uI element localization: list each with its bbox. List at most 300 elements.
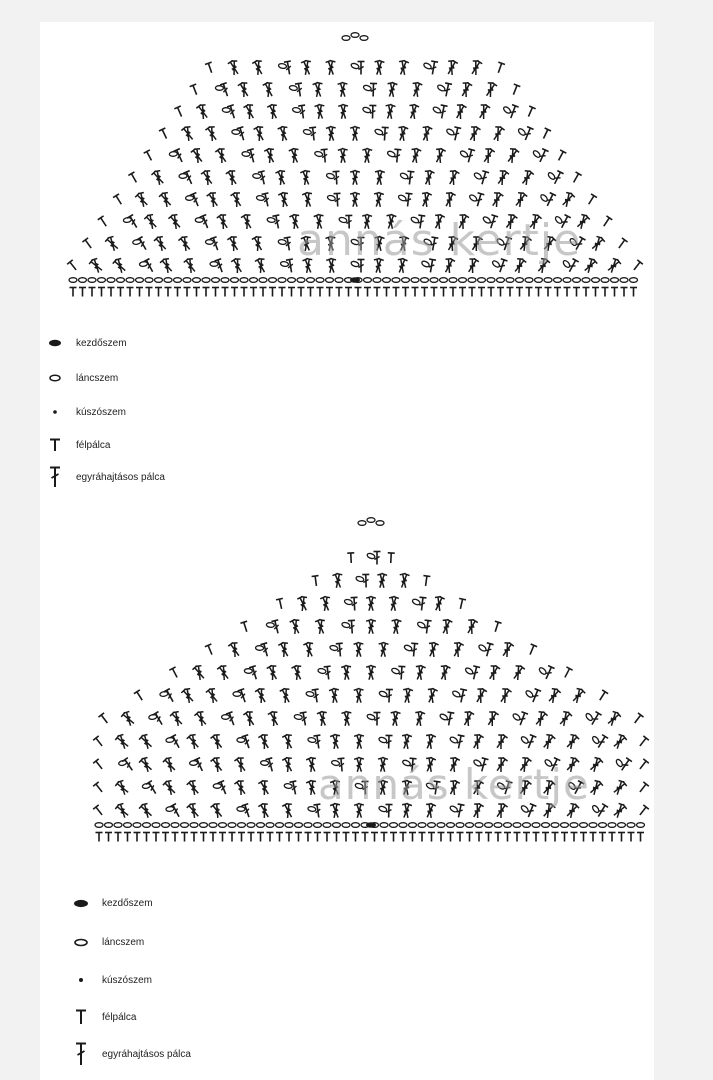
chain-stitch xyxy=(620,278,628,283)
v-stitch-group xyxy=(104,235,120,253)
v-stitch-group xyxy=(459,81,472,98)
v-stitch-group xyxy=(491,125,505,143)
v-stitch-group xyxy=(326,126,337,142)
half-double-crochet-stitch xyxy=(93,805,105,817)
chain-stitch xyxy=(475,823,483,828)
v-stitch-group xyxy=(451,642,464,659)
v-stitch-group xyxy=(377,573,387,588)
half-double-crochet-stitch xyxy=(314,833,321,842)
chain-stitch xyxy=(532,823,540,828)
chain-stitch xyxy=(364,278,372,283)
chain-stitch xyxy=(409,823,417,828)
half-double-crochet-stitch xyxy=(79,288,86,297)
v-stitch-group xyxy=(183,257,198,275)
v-stitch-group xyxy=(314,104,325,120)
v-stitch-group xyxy=(487,664,501,681)
chain-stitch xyxy=(380,823,388,828)
v-stitch-group xyxy=(210,756,225,774)
half-double-crochet-stitch xyxy=(333,833,340,842)
v-stitch-group xyxy=(234,756,248,773)
chain-stitch xyxy=(390,823,398,828)
chain-stitch xyxy=(323,823,331,828)
half-double-crochet-stitch xyxy=(347,553,354,563)
chain-stitch xyxy=(366,713,375,720)
half-double-crochet-stitch xyxy=(516,288,523,297)
v-stitch-group xyxy=(168,213,183,231)
double-crochet-stitch xyxy=(537,149,549,164)
half-double-crochet-stitch xyxy=(190,84,200,96)
chain-stitch xyxy=(561,823,569,828)
v-stitch-group xyxy=(196,103,211,121)
chain-stitch xyxy=(418,823,426,828)
half-double-crochet-stitch xyxy=(89,288,96,297)
v-stitch-group xyxy=(410,148,422,164)
v-stitch-group xyxy=(158,191,173,209)
half-double-crochet-stitch xyxy=(355,288,362,297)
chain-stitch xyxy=(421,278,429,283)
v-stitch-group xyxy=(215,147,229,164)
chain-stitch xyxy=(497,278,505,283)
v-stitch-group xyxy=(205,687,220,705)
v-stitch-group xyxy=(282,803,295,820)
chain-stitch xyxy=(304,823,312,828)
half-double-crochet-stitch xyxy=(174,288,181,297)
double-crochet-stitch xyxy=(543,666,555,681)
v-stitch-group xyxy=(471,733,484,750)
half-double-crochet-stitch xyxy=(165,288,172,297)
v-stitch-group xyxy=(230,191,244,208)
half-double-crochet-stitch xyxy=(193,288,200,297)
double-crochet-stitch xyxy=(483,643,493,657)
chain-stitch xyxy=(326,173,335,180)
half-double-crochet-stitch xyxy=(276,598,285,609)
double-crochet-stitch xyxy=(589,712,602,727)
v-stitch-group xyxy=(386,82,397,98)
legend-label: kezdőszem xyxy=(76,337,127,349)
half-double-crochet-stitch xyxy=(554,288,561,297)
half-double-crochet-stitch xyxy=(602,288,609,297)
v-stitch-group xyxy=(484,81,498,98)
v-stitch-group xyxy=(366,619,376,634)
v-stitch-group xyxy=(397,126,408,142)
half-double-crochet-stitch xyxy=(631,260,643,272)
v-stitch-group xyxy=(312,82,323,98)
v-stitch-group xyxy=(440,619,452,636)
chain-stitch xyxy=(466,823,474,828)
half-double-crochet-stitch xyxy=(267,833,274,842)
v-stitch-group xyxy=(390,711,401,727)
watermark-1: annás kertje xyxy=(297,215,582,266)
v-stitch-group xyxy=(341,665,352,681)
v-stitch-group xyxy=(217,664,232,682)
chain-stitch xyxy=(437,823,445,828)
half-double-crochet-stitch xyxy=(229,833,236,842)
half-double-crochet-stitch xyxy=(628,833,635,842)
chain-stitch xyxy=(379,690,388,697)
half-double-crochet-stitch xyxy=(523,833,530,842)
half-double-crochet-stitch xyxy=(561,833,568,842)
chain-stitch xyxy=(504,823,512,828)
legend-item-felpalca xyxy=(42,428,165,462)
legend-label: kúszószem xyxy=(76,406,127,418)
chain-stitch xyxy=(162,823,170,828)
half-double-crochet-stitch xyxy=(564,288,571,297)
watermark-2: annás kertje xyxy=(318,760,590,809)
chain-stitch xyxy=(202,278,210,283)
v-stitch-group xyxy=(114,802,131,820)
chain-stitch xyxy=(266,823,274,828)
felpalca-icon xyxy=(42,438,68,452)
v-stitch-group xyxy=(485,710,499,727)
half-double-crochet-stitch xyxy=(431,288,438,297)
chain-stitch xyxy=(627,823,635,828)
chain-stitch xyxy=(250,278,258,283)
v-stitch-group xyxy=(181,125,196,143)
half-double-crochet-stitch xyxy=(571,172,582,184)
chain-stitch xyxy=(221,278,229,283)
v-stitch-group xyxy=(401,734,412,750)
chain-stitch xyxy=(210,262,218,267)
chain-stitch xyxy=(478,278,486,283)
chain-stitch xyxy=(487,278,495,283)
v-stitch-group xyxy=(243,103,256,120)
v-stitch-group xyxy=(138,756,154,774)
v-stitch-group xyxy=(374,60,385,76)
half-double-crochet-stitch xyxy=(169,667,180,679)
half-double-crochet-stitch xyxy=(93,782,105,794)
half-double-crochet-stitch xyxy=(504,833,511,842)
v-stitch-group xyxy=(186,779,201,797)
chain-stitch xyxy=(630,278,638,283)
chain-stitch xyxy=(366,552,375,559)
v-stitch-group xyxy=(495,169,509,187)
half-double-crochet-stitch xyxy=(618,833,625,842)
double-crochet-stitch xyxy=(595,735,608,750)
v-stitch-group xyxy=(88,257,105,275)
v-stitch-group xyxy=(138,733,154,751)
legend-label: félpálca xyxy=(76,439,111,451)
chain-stitch xyxy=(190,823,198,828)
v-stitch-group xyxy=(500,641,514,659)
double-crochet-stitch xyxy=(458,689,468,703)
v-stitch-group xyxy=(144,213,160,231)
v-stitch-group xyxy=(258,802,271,819)
chain-stitch xyxy=(582,278,590,283)
chain-stitch xyxy=(259,278,267,283)
v-stitch-group xyxy=(243,710,257,727)
half-double-crochet-stitch xyxy=(507,288,514,297)
chain-stitch xyxy=(297,278,305,283)
v-stitch-group xyxy=(433,148,446,165)
chain-stitch xyxy=(117,278,125,283)
v-stitch-group xyxy=(469,59,483,76)
v-stitch-group xyxy=(388,596,399,612)
v-stitch-group xyxy=(447,170,460,187)
v-stitch-group xyxy=(279,688,292,705)
half-double-crochet-stitch xyxy=(276,833,283,842)
half-double-crochet-stitch xyxy=(632,713,644,725)
chain-stitch xyxy=(392,278,400,283)
chain-stitch xyxy=(314,823,322,828)
half-double-crochet-stitch xyxy=(542,833,549,842)
kezdoszem-icon xyxy=(42,339,68,347)
double-crochet-stitch xyxy=(451,127,461,141)
half-double-crochet-stitch xyxy=(174,106,184,118)
chain-stitch xyxy=(278,63,287,69)
egyrahajtasos-palca-icon xyxy=(42,466,68,488)
chain-stitch xyxy=(335,278,343,283)
v-stitch-group xyxy=(120,710,137,728)
half-double-crochet-stitch xyxy=(250,288,257,297)
v-stitch-group xyxy=(186,733,201,751)
half-double-crochet-stitch xyxy=(336,288,343,297)
v-stitch-group xyxy=(266,664,279,681)
half-double-crochet-stitch xyxy=(345,288,352,297)
chain-stitch xyxy=(257,823,265,828)
v-stitch-group xyxy=(134,191,150,209)
chain-stitch xyxy=(362,106,371,113)
v-stitch-group xyxy=(391,619,402,635)
chain-stitch xyxy=(219,823,227,828)
chain-stitch xyxy=(547,172,556,181)
v-stitch-group xyxy=(353,642,363,657)
chain-stitch xyxy=(255,645,263,650)
half-double-crochet-stitch xyxy=(387,553,394,563)
chain-stitch xyxy=(591,804,600,813)
half-double-crochet-stitch xyxy=(609,833,616,842)
half-double-crochet-stitch xyxy=(155,288,162,297)
chain-stitch xyxy=(402,278,410,283)
chain-stitch xyxy=(105,823,113,828)
chain-stitch xyxy=(185,196,193,201)
v-stitch-group xyxy=(258,779,271,796)
half-double-crochet-stitch xyxy=(108,288,115,297)
v-stitch-group xyxy=(291,665,303,682)
legend-label: kezdőszem xyxy=(102,897,153,909)
half-double-crochet-stitch xyxy=(200,833,207,842)
legend-label: kúszószem xyxy=(102,974,153,986)
half-double-crochet-stitch xyxy=(241,288,248,297)
chain-stitch xyxy=(107,278,115,283)
half-double-crochet-stitch xyxy=(402,288,409,297)
chain-stitch xyxy=(363,84,372,91)
chain-stitch xyxy=(174,278,182,283)
double-crochet-stitch xyxy=(530,689,541,704)
half-double-crochet-stitch xyxy=(212,288,219,297)
half-double-crochet-stitch xyxy=(419,833,426,842)
v-stitch-group xyxy=(205,125,219,143)
v-stitch-group xyxy=(350,126,360,141)
half-double-crochet-stitch xyxy=(113,194,124,206)
half-double-crochet-stitch xyxy=(260,288,267,297)
chain-stitch xyxy=(352,823,360,828)
chain-stitch xyxy=(152,823,160,828)
chain-stitch xyxy=(79,278,87,283)
v-stitch-group xyxy=(225,169,239,186)
v-stitch-group xyxy=(341,711,352,727)
legend-item-felpalca xyxy=(68,999,191,1035)
half-double-crochet-stitch xyxy=(540,128,551,140)
half-double-crochet-stitch xyxy=(96,833,103,842)
v-stitch-group xyxy=(570,687,586,705)
half-double-crochet-stitch xyxy=(205,62,215,74)
v-stitch-group xyxy=(588,779,604,797)
half-double-crochet-stitch xyxy=(497,288,504,297)
v-stitch-group xyxy=(338,104,348,119)
half-double-crochet-stitch xyxy=(257,833,264,842)
chain-stitch xyxy=(513,823,521,828)
chain-stitch xyxy=(252,173,260,179)
v-stitch-group xyxy=(262,82,275,99)
chain-stitch xyxy=(554,278,562,283)
chain-stitch xyxy=(376,521,384,526)
chain-stitch xyxy=(164,278,172,283)
v-stitch-group xyxy=(241,213,254,230)
v-stitch-group xyxy=(611,802,628,820)
chain-stitch xyxy=(494,823,502,828)
chain-stitch xyxy=(358,521,366,526)
half-double-crochet-stitch xyxy=(438,833,445,842)
v-stitch-group xyxy=(414,711,426,727)
v-stitch-group xyxy=(445,60,458,77)
v-stitch-group xyxy=(366,596,376,611)
v-stitch-group xyxy=(306,780,318,796)
chain-stitch xyxy=(247,823,255,828)
half-double-crochet-stitch xyxy=(117,288,124,297)
half-double-crochet-stitch xyxy=(144,150,155,162)
v-stitch-group xyxy=(300,170,312,186)
chain-stitch xyxy=(295,823,303,828)
half-double-crochet-stitch xyxy=(219,833,226,842)
chain-stitch xyxy=(383,278,391,283)
half-double-crochet-stitch xyxy=(374,288,381,297)
half-double-crochet-stitch xyxy=(143,833,150,842)
half-double-crochet-stitch xyxy=(637,833,644,842)
half-double-crochet-stitch xyxy=(153,833,160,842)
legend-item-kuszoszem xyxy=(42,396,165,428)
v-stitch-group xyxy=(420,126,432,143)
chain-stitch xyxy=(440,278,448,283)
chain-stitch xyxy=(374,128,383,135)
half-double-crochet-stitch xyxy=(637,736,649,748)
v-stitch-group xyxy=(289,619,301,636)
chain-stitch xyxy=(169,151,177,156)
half-double-crochet-stitch xyxy=(526,288,533,297)
chain-stitch xyxy=(570,823,578,828)
double-crochet-stitch xyxy=(619,758,632,773)
v-stitch-group xyxy=(465,618,478,635)
v-stitch-group xyxy=(477,103,491,120)
half-double-crochet-stitch xyxy=(421,288,428,297)
double-crochet-stitch xyxy=(465,149,475,163)
half-double-crochet-stitch xyxy=(203,288,210,297)
v-stitch-group xyxy=(206,191,220,209)
v-stitch-group xyxy=(414,665,426,681)
half-double-crochet-stitch xyxy=(286,833,293,842)
chain-stitch xyxy=(256,195,265,201)
chain-stitch xyxy=(288,278,296,283)
v-stitch-group xyxy=(255,687,268,704)
chain-stitch xyxy=(232,129,240,134)
half-double-crochet-stitch xyxy=(93,736,105,748)
half-double-crochet-stitch xyxy=(616,238,628,250)
half-double-crochet-stitch xyxy=(637,782,649,794)
chain-stitch xyxy=(591,735,600,744)
chain-stitch xyxy=(183,278,191,283)
half-double-crochet-stitch xyxy=(305,833,312,842)
half-double-crochet-stitch xyxy=(525,106,535,118)
v-stitch-group xyxy=(277,126,289,143)
half-double-crochet-stitch xyxy=(611,288,618,297)
half-double-crochet-stitch xyxy=(476,833,483,842)
half-double-crochet-stitch xyxy=(238,833,245,842)
v-stitch-group xyxy=(402,688,413,704)
v-stitch-group xyxy=(557,710,573,728)
v-stitch-group xyxy=(398,60,409,76)
chain-stitch xyxy=(485,823,493,828)
v-stitch-group xyxy=(162,779,178,797)
v-stitch-group xyxy=(194,710,209,728)
v-stitch-group xyxy=(112,257,128,275)
chain-stitch xyxy=(306,691,315,697)
half-double-crochet-stitch xyxy=(210,833,217,842)
chain-stitch xyxy=(244,669,252,674)
double-crochet-stitch xyxy=(479,171,489,185)
legend-2 xyxy=(68,883,191,1073)
chain-stitch xyxy=(222,715,230,720)
v-stitch-group xyxy=(330,734,341,750)
chain-stitch xyxy=(459,278,467,283)
chain-stitch xyxy=(580,823,588,828)
v-stitch-group xyxy=(611,779,628,797)
chain-stitch xyxy=(292,107,301,113)
half-double-crochet-stitch xyxy=(279,288,286,297)
chain-stitch xyxy=(615,758,623,767)
half-double-crochet-stitch xyxy=(469,288,476,297)
chain-stitch xyxy=(318,668,327,674)
chain-stitch xyxy=(114,823,122,828)
half-double-crochet-stitch xyxy=(67,260,79,272)
v-stitch-group xyxy=(461,710,474,727)
v-stitch-group xyxy=(210,733,225,751)
half-double-crochet-stitch xyxy=(364,288,371,297)
chain-stitch xyxy=(222,108,230,113)
half-double-crochet-stitch xyxy=(312,576,320,587)
double-crochet-stitch xyxy=(517,712,528,727)
legend-label: egyráhajtásos pálca xyxy=(102,1048,191,1060)
half-double-crochet-stitch xyxy=(478,288,485,297)
half-double-crochet-stitch xyxy=(514,833,521,842)
half-double-crochet-stitch xyxy=(326,288,333,297)
v-stitch-group xyxy=(234,779,248,796)
half-double-crochet-stitch xyxy=(128,172,139,184)
v-stitch-group xyxy=(210,802,225,820)
v-stitch-group xyxy=(159,257,174,275)
half-double-crochet-stitch xyxy=(440,288,447,297)
chain-stitch xyxy=(411,278,419,283)
chain-stitch xyxy=(373,278,381,283)
half-double-crochet-stitch xyxy=(134,690,145,702)
v-stitch-group xyxy=(297,596,309,613)
v-stitch-group xyxy=(420,192,432,209)
half-double-crochet-stitch xyxy=(390,833,397,842)
half-double-crochet-stitch xyxy=(533,833,540,842)
v-stitch-group xyxy=(253,126,266,143)
v-stitch-group xyxy=(264,148,277,165)
v-stitch-group xyxy=(267,104,280,121)
half-double-crochet-stitch xyxy=(466,833,473,842)
chain-stitch xyxy=(523,823,531,828)
